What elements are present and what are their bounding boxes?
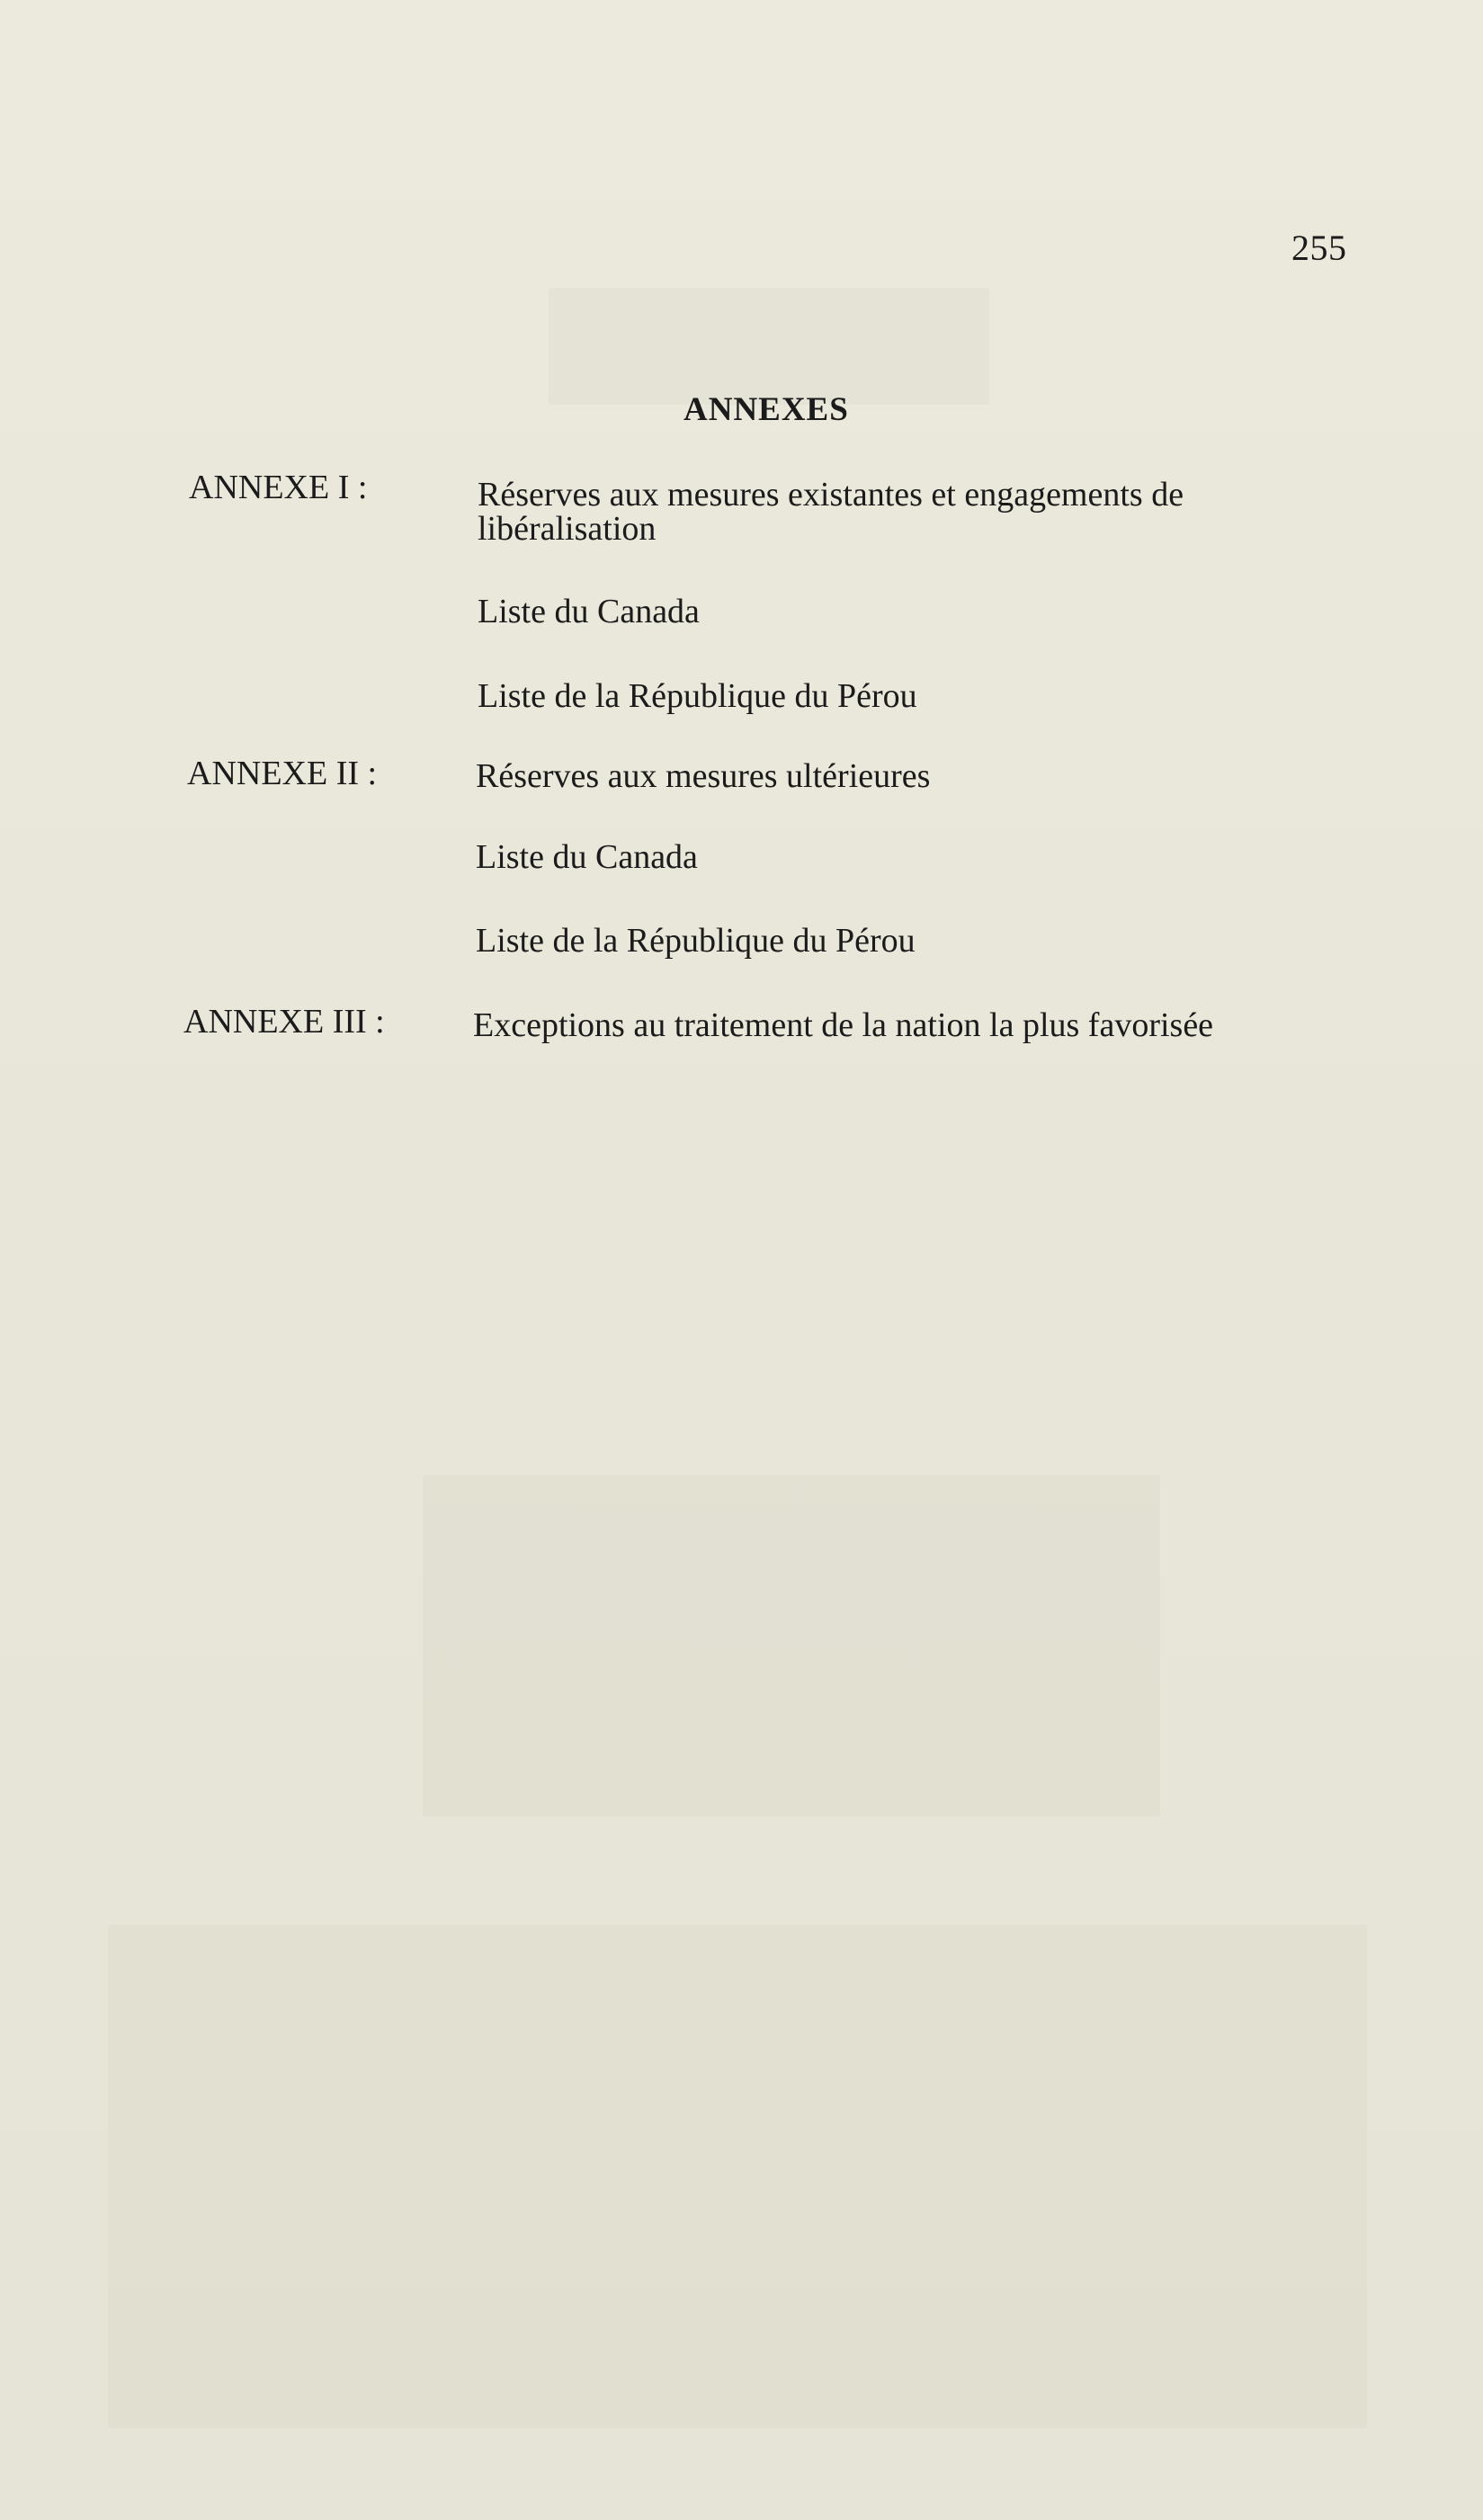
page-number: 255: [1291, 228, 1347, 268]
bleed-through-block: [549, 288, 989, 405]
annex-1-list-canada: Liste du Canada: [478, 593, 700, 630]
annex-1-label: ANNEXE I :: [189, 469, 368, 506]
annex-2-title: Réserves aux mesures ultérieures: [476, 757, 931, 795]
annex-1-title-line-1: Réserves aux mesures existantes et engagements de: [478, 476, 1184, 514]
annex-2-list-canada: Liste du Canada: [476, 838, 698, 876]
bleed-through-block: [423, 1475, 1160, 1817]
page-title: ANNEXES: [683, 391, 849, 428]
annex-2-label: ANNEXE II :: [187, 755, 378, 792]
annex-3-title: Exceptions au traitement de la nation la plus favorisée: [473, 1006, 1214, 1044]
annex-3-label: ANNEXE III :: [183, 1003, 385, 1041]
annex-1-title-line-2: libéralisation: [478, 510, 657, 548]
annex-2-list-peru: Liste de la République du Pérou: [476, 922, 916, 960]
bleed-through-block: [108, 1925, 1367, 2428]
annex-1-list-peru: Liste de la République du Pérou: [478, 677, 917, 715]
